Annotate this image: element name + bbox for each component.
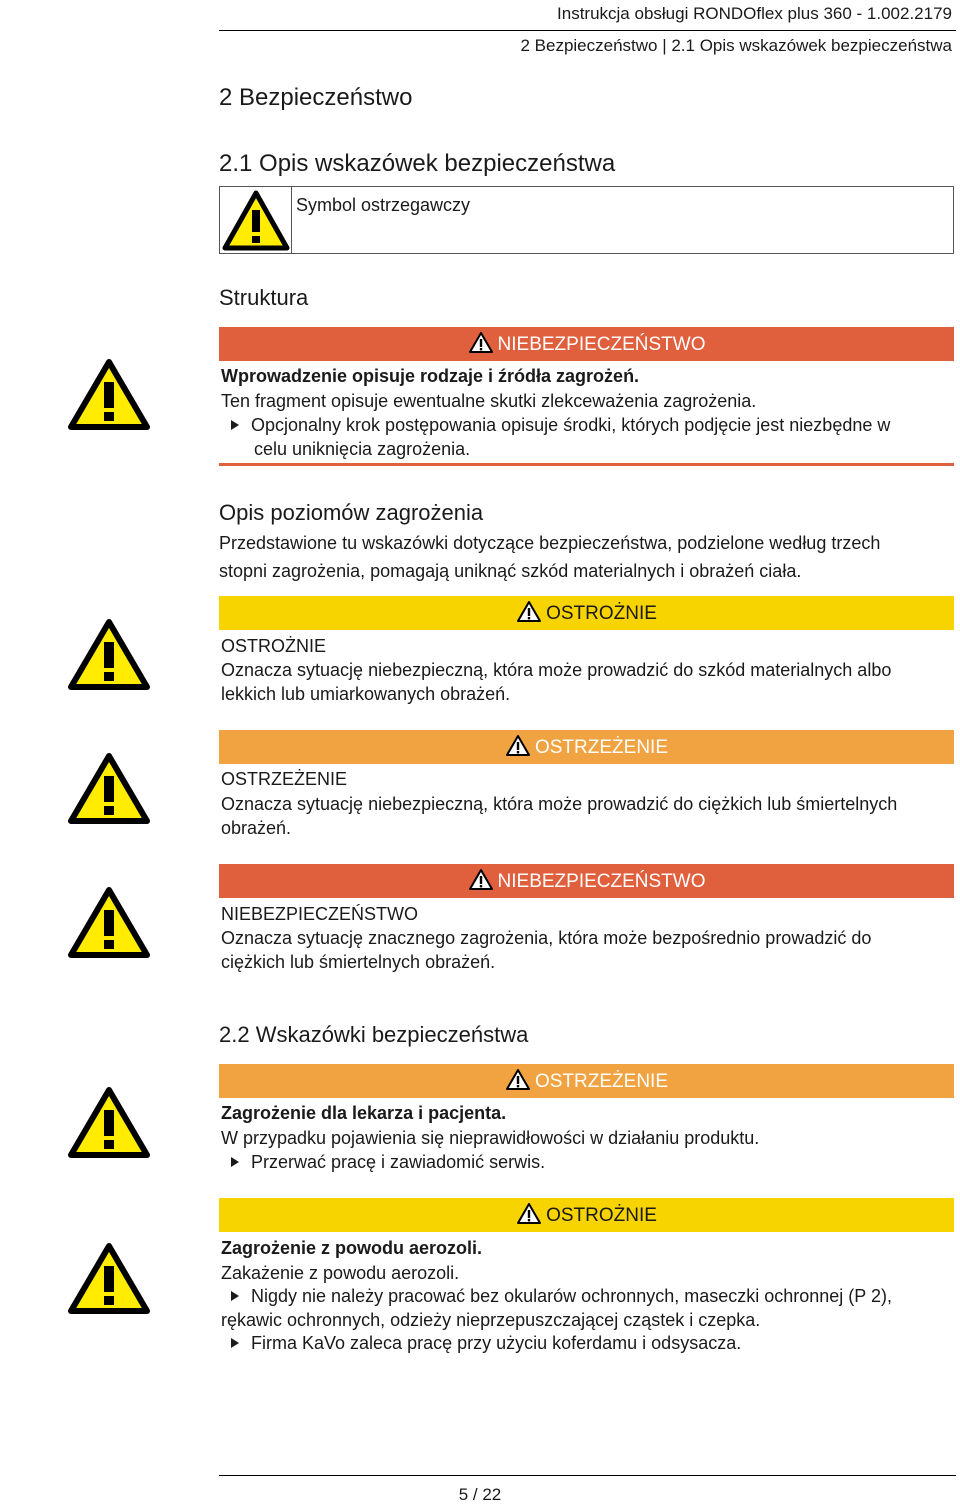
structure-heading: Struktura	[219, 285, 309, 310]
signal-word: OSTROŻNIE	[546, 1205, 657, 1226]
signal-word: NIEBEZPIECZEŃSTWO	[497, 871, 706, 892]
signal-word: NIEBEZPIECZEŃSTWO	[497, 334, 706, 355]
caution-signal-bar	[219, 1198, 954, 1232]
hazard-intro: Wprowadzenie opisuje rodzaje i źródła zagrożeń.	[221, 366, 640, 386]
levels-description-line1: Przedstawione tu wskazówki dotyczące bezpieczeństwa, podzielone według trzech	[219, 533, 881, 553]
page-number: 5 / 22	[458, 1485, 502, 1504]
signal-word: OSTRZEŻENIE	[534, 737, 668, 758]
symbol-table	[219, 186, 954, 254]
warning-small-icon	[468, 331, 494, 354]
section-title: 2.1 Opis wskazówek bezpieczeństwa	[219, 150, 616, 177]
danger-label: NIEBEZPIECZEŃSTWO	[221, 904, 419, 924]
breadcrumb: 2 Bezpieczeństwo | 2.1 Opis wskazówek bezpieczeństwa	[520, 36, 952, 55]
notice-end-rule	[219, 463, 954, 466]
warning-triangle-icon	[66, 356, 152, 432]
signal-word: OSTROŻNIE	[546, 603, 657, 624]
caution-description-line1: Oznacza sytuację niebezpieczną, która może prowadzić do szkód materialnych albo	[221, 660, 892, 680]
levels-description-line2: stopni zagrożenia, pomagają uniknąć szkód materialnych i obrażeń ciała.	[219, 561, 802, 581]
caution-description-line2: lekkich lub umiarkowanych obrażeń.	[221, 684, 511, 704]
warning-small-icon	[516, 1202, 542, 1225]
list-item: Nigdy nie należy pracować bez okularów ochronnych, maseczki ochronnej (P 2),	[231, 1284, 892, 1308]
warning-small-icon	[505, 1068, 531, 1091]
warning-small-icon	[505, 734, 531, 757]
document-title: Instrukcja obsługi RONDOflex plus 360 - 1.002.2179	[557, 4, 952, 23]
levels-heading: Opis poziomów zagrożenia	[219, 500, 484, 525]
warning-triangle-icon	[66, 884, 152, 960]
hazard-consequence: Ten fragment opisuje ewentualne skutki zlekceważenia zagrożenia.	[221, 391, 757, 411]
list-item: Firma KaVo zaleca pracę przy użyciu koferdamu i odsysacza.	[231, 1331, 741, 1355]
symbol-label: Symbol ostrzegawczy	[296, 195, 471, 215]
list-item: Opcjonalny krok postępowania opisuje środki, których podjęcie jest niezbędne w	[231, 413, 890, 437]
list-item-continuation: celu uniknięcia zagrożenia.	[254, 439, 471, 459]
bullet-arrow-icon	[231, 1291, 239, 1301]
warning-description-line1: Oznacza sytuację niebezpieczną, która może prowadzić do ciężkich lub śmiertelnych	[221, 794, 898, 814]
danger-description-line1: Oznacza sytuację znacznego zagrożenia, która może bezpośrednio prowadzić do	[221, 928, 872, 948]
symbol-cell	[220, 187, 292, 253]
footer-rule	[219, 1475, 956, 1476]
warning-small-icon	[516, 600, 542, 623]
bullet-arrow-icon	[231, 1338, 239, 1348]
notice-text: Zakażenie z powodu aerozoli.	[221, 1263, 460, 1283]
warning-label: OSTRZEŻENIE	[221, 769, 348, 789]
warning-signal-bar	[219, 730, 954, 764]
warning-triangle-icon	[66, 1084, 152, 1160]
warning-description-line2: obrażeń.	[221, 818, 292, 838]
danger-description-line2: ciężkich lub śmiertelnych obrażeń.	[221, 952, 496, 972]
bullet-arrow-icon	[231, 1157, 239, 1167]
notice-text: W przypadku pojawienia się nieprawidłowości w działaniu produktu.	[221, 1128, 760, 1148]
warning-triangle-icon	[66, 616, 152, 692]
danger-signal-bar	[219, 864, 954, 898]
notice-heading: Zagrożenie dla lekarza i pacjenta.	[221, 1103, 507, 1123]
bullet-arrow-icon	[231, 420, 239, 430]
warning-triangle-icon	[66, 1240, 152, 1316]
caution-label: OSTROŻNIE	[221, 636, 327, 656]
warning-triangle-icon	[66, 750, 152, 826]
header-rule	[219, 30, 956, 31]
warning-triangle-icon	[221, 188, 291, 252]
list-item-continuation: rękawic ochronnych, odzieży nieprzepuszczającej cząstek i czepka.	[221, 1310, 761, 1330]
warning-small-icon	[468, 868, 494, 891]
chapter-title: 2 Bezpieczeństwo	[219, 84, 413, 111]
signal-word: OSTRZEŻENIE	[534, 1071, 668, 1092]
notice-heading: Zagrożenie z powodu aerozoli.	[221, 1238, 483, 1258]
danger-signal-bar	[219, 327, 954, 361]
caution-signal-bar	[219, 596, 954, 630]
section-2-2-title: 2.2 Wskazówki bezpieczeństwa	[219, 1022, 529, 1047]
warning-signal-bar	[219, 1064, 954, 1098]
list-item: Przerwać pracę i zawiadomić serwis.	[231, 1150, 545, 1174]
